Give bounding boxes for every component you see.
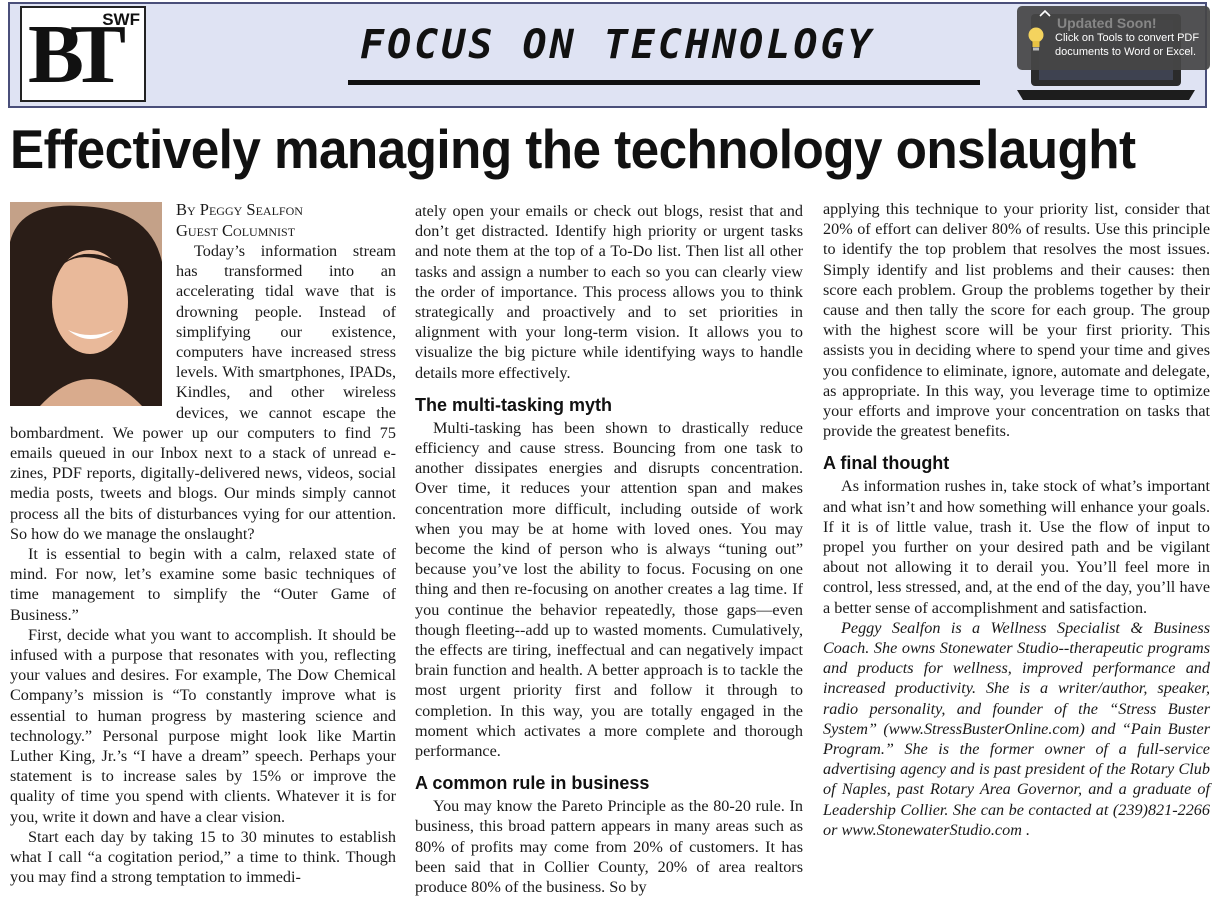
- paragraph: First, decide what you want to accomplish. It should be infused with a purpose that resonates with you, reflecting your values and desires. For example, The Dow Chemical Company’s mission is “To constantly improve what is essential to human progress by mastering science and technology.” Personal purpose might look like Martin Luther King, Jr.’s “I have a dream” speech. Perhaps your statement is to increase sales by 15% or improve the quality of time you spend with clients. Whatever it is for you, write it down and have a clear vision.: [10, 625, 396, 826]
- subheading-final-thought: A final thought: [823, 453, 950, 474]
- article-column-1: [10, 199, 396, 888]
- article-headline: Effectively managing the technology onslaught: [10, 118, 1136, 180]
- paragraph: applying this technique to your priority list, consider that 20% of effort can deliver 80% of results. Use this principle to identify the top problem that resolves the most issues. Simply identify and list problems and their causes: then score each problem. Group the problems together by their cause and then tally the score for each group. The group with the highest score will be your first priority. This assists you in deciding where to spend your time and gives you confidence to eliminate, ignore, automate and delegate, as appropriate. In this way, you leverage time to optimize your efforts and improve your concentration on tasks that provide the greatest benefits.: [823, 200, 1210, 441]
- author-bio: Peggy Sealfon is a Wellness Specialist & Business Coach. She owns Stonewater Studio--therapeutic programs and products for wellness, improved performance and increased productivity. She is a writer/author, speaker, radio personality, and founder of the “Stress Buster System” (www.StressBusterOnline.com) and “Pain Buster Program.” She is the former owner of a full-service advertising agency and is past president of the Rotary Club of Naples, past Rotary Area Governor, and a graduate of Leadership Collier. She can be contacted at (239)821-2266 or www.StonewaterStudio.com .: [823, 618, 1210, 839]
- logo-region: SWF: [102, 10, 140, 29]
- paragraph: It is essential to begin with a calm, relaxed state of mind. For now, let’s examine some basic techniques of time management to simplify the “Outer Game of Business.”: [10, 545, 396, 624]
- byline-role: Guest Columnist: [176, 221, 296, 240]
- article-column-3: [823, 199, 1210, 840]
- byline-author: By Peggy Sealfon: [176, 200, 303, 219]
- publication-logo: [20, 6, 146, 102]
- section-title-rule: [348, 80, 980, 85]
- subheading-multitasking: The multi-tasking myth: [415, 394, 613, 415]
- paragraph: Multi-tasking has been shown to drastically reduce efficiency and cause stress. Bouncing from one task to another dissipates energies and disrupts concentration. Over time, it reduces your attention span and makes concentration more difficult, including outside of work when you may be at home with loved ones. You may become the kind of person who is always “tuning out” because you’ve lost the ability to focus. Focusing on one thing and then re-focusing on another creates a lag time. If you continue the behavior repeatedly, those gaps—even though fleeting--add up to wasted moments. Cumulatively, the effects are tiring, ineffectual and can negatively impact brain function and health. A better approach is to tackle the most urgent priority first and follow it through to completion. In this way, you are totally engaged in the moment which activates a more complete and thorough performance.: [415, 418, 803, 761]
- chevron-up-icon[interactable]: [1039, 8, 1051, 18]
- logo-initials: BT: [28, 8, 113, 101]
- article-column-2: [415, 201, 803, 897]
- paragraph: Start each day by taking 15 to 30 minutes to establish what I call “a cogitation period,” a time to think. Though you may find a strong temptation to immedi-: [10, 827, 396, 887]
- section-title: FOCUS ON TECHNOLOGY: [360, 22, 875, 68]
- paragraph: Today’s information stream has transformed into an accelerating tidal wave that is drowning people. Instead of simplifying our existence, computers have increased stress levels. With smartphones, IPADs, Kindles, and other wireless devices, we cannot escape the bombardment. We power up our computers to find 75 emails queued in our Inbox next to a stack of unread e-zines, PDF reports, digitally-delivered news, videos, social media posts, tweets and blogs. Our minds simply cannot process all the bits of disturbances vying for our attention. So how do we manage the onslaught?: [10, 242, 396, 543]
- paragraph: You may know the Pareto Principle as the 80-20 rule. In business, this broad pattern appears in many areas such as 80% of profits may come from 20% of customers. It has been said that in Collier County, 20% of area realtors produce 80% of the business. So by: [415, 797, 803, 897]
- tooltip-message: Click on Tools to convert PDF documents to Word or Excel.: [1055, 32, 1200, 58]
- subheading-common-rule: A common rule in business: [415, 773, 650, 794]
- convert-pdf-tooltip[interactable]: [1017, 6, 1210, 70]
- paragraph: As information rushes in, take stock of what’s important and what isn’t and how something will enhance your goals. If it is of little value, trash it. Use the flow of input to propel you further on your desired path and be vigilant about not allowing it to derail you. You’ll feel more in control, less stressed, and, at the end of the day, you’ll have a better sense of accomplishment and satisfaction.: [823, 477, 1210, 617]
- tooltip-ghost-text: Updated Soon!: [1057, 15, 1157, 31]
- author-photo: [10, 202, 162, 406]
- lightbulb-icon: [1027, 26, 1045, 52]
- paragraph: ately open your emails or check out blogs, resist that and don’t get distracted. Identify high priority or urgent tasks and note them at the top of a To-Do list. Then list all other tasks and assign a number to each so you can clearly view the order of importance. This process allows you to think strategically and proactively and to set priorities in alignment with your long-term vision. It allows you to visualize the big picture while identifying ways to handle details more effectively.: [415, 202, 803, 382]
